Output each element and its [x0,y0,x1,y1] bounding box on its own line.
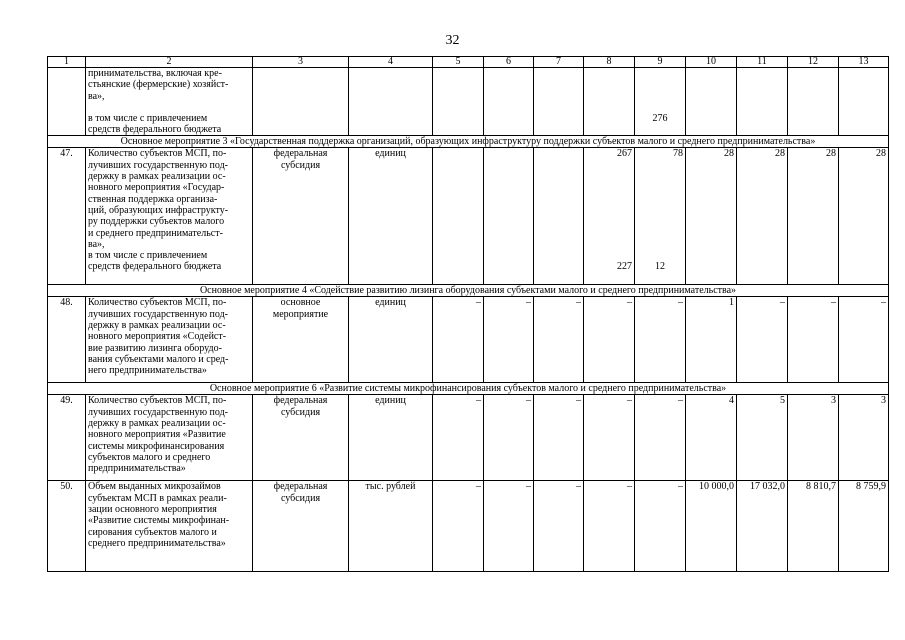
unit-cell: единиц [349,395,433,481]
value-cell-c5 [433,148,484,285]
total-value: 78 [673,148,683,160]
source-line: мероприятие [272,308,329,320]
row-number: 49. [48,395,86,481]
name-line: Объем выданных микрозаймов [88,481,221,493]
name-line: ва», [88,238,105,250]
federal-label-line: в том числе с привлечением [88,112,208,124]
unit-cell: тыс. рублей [349,481,433,572]
section-title: Основное мероприятие 4 «Содействие развитию лизинга оборудования субъектами малого и среднего предпринимательства» [48,285,889,297]
value-cell-c7: – [534,297,584,383]
source-line: субсидия [280,406,321,418]
name-line: принимательства, включая кре- [88,68,222,79]
col-number: 5 [433,57,484,68]
value-cell-c12: 3 [788,395,839,481]
name-line: новного мероприятия «Развитие [88,429,226,441]
value-cell-c13: 8 759,9 [839,481,889,572]
row-number: 50. [48,481,86,572]
unit-cell: единиц [349,148,433,285]
name-line: ственная поддержка организа- [88,193,218,205]
value-cell-c7: – [534,395,584,481]
name-line: и среднего предпринимательст- [88,227,223,239]
source-cell [253,148,349,285]
row-number-cell [48,68,86,136]
value-cell-c8 [584,148,635,285]
name-line: ций, образующих инфраструкту- [88,204,229,216]
value-cell-c6: – [484,481,534,572]
value-cell-c11: 5 [737,395,788,481]
name-line: стьянские (фермерские) хозяйст- [88,79,229,91]
value-cell-c5: – [433,297,484,383]
section-row [48,136,889,148]
col-number: 11 [737,57,788,68]
value-cell-c10: 1 [686,297,737,383]
value-cell-c9 [635,148,686,285]
col-number: 6 [484,57,534,68]
value-cell-c12: – [788,297,839,383]
source-line: субсидия [280,492,321,504]
name-line: лучивших государственную под- [88,406,229,418]
value-cell-c8: – [584,395,635,481]
federal-value: 12 [655,260,665,272]
column-number-row [48,57,889,68]
name-line: вания субъектами малого и сред- [88,353,229,365]
col-number: 8 [584,57,635,68]
value-cell-c8: – [584,297,635,383]
name-line: среднего предпринимательства» [88,537,226,549]
name-line: системы микрофинансирования [88,440,225,452]
federal-label-line: в том числе с привлечением [88,250,208,262]
federal-label-line: средств федерального бюджета [88,261,222,273]
col-number: 12 [788,57,839,68]
name-line: него предпринимательства» [88,365,207,377]
name-line: новного мероприятия «Государ- [88,182,225,194]
value-cell-c9: – [635,481,686,572]
unit-cell: единиц [349,297,433,383]
value-cell-c9: – [635,297,686,383]
name-line: сирования субъектов малого и [88,526,217,538]
col-number: 10 [686,57,737,68]
col-number: 7 [534,57,584,68]
value-cell-c13: 28 [839,148,889,285]
name-line: ва», [88,90,105,102]
value-cell-c8: – [584,481,635,572]
federal-value: 227 [617,260,632,272]
name-line: ру поддержки субъектов малого [88,216,225,228]
name-line: лучивших государственную под- [88,308,229,320]
value-cell-c11: 17 032,0 [737,481,788,572]
indicator-name-cell [86,481,253,572]
source-cell [253,395,349,481]
value-cell-c9 [635,68,686,136]
name-line: зации основного мероприятия [88,504,217,516]
name-line: Количество субъектов МСП, по- [88,148,227,160]
value-cell-c7: – [534,481,584,572]
page-number: 32 [445,33,460,48]
value-cell-c10: 4 [686,395,737,481]
value-cell-c13: – [839,297,889,383]
col-number: 9 [635,57,686,68]
value-cell-c5: – [433,481,484,572]
indicator-name-cell [86,68,253,136]
section-row [48,285,889,297]
col-number: 3 [253,57,349,68]
name-line: держку в рамках реализации ос- [88,171,226,183]
col-number: 2 [86,57,253,68]
value-cell-c6: – [484,297,534,383]
table-row [48,395,889,481]
source-line: субсидия [280,159,321,171]
indicators-table [47,56,889,572]
section-row [48,383,889,395]
table-row [48,297,889,383]
indicator-name-cell [86,148,253,285]
indicator-name-cell [86,297,253,383]
name-line: «Развитие системы микрофинан- [88,515,230,527]
name-line: новного мероприятия «Содейст- [88,331,227,343]
source-line: федеральная [273,395,328,407]
col-number: 13 [839,57,889,68]
name-line: предпринимательства» [88,463,186,475]
federal-value: 276 [652,113,668,124]
name-line: субъектам МСП в рамках реали- [88,492,227,504]
col-number: 4 [349,57,433,68]
section-title: Основное мероприятие 3 «Государственная поддержка организаций, образующих инфраструктуру поддержки субъектов малого и среднего предпринимательства» [48,136,889,148]
row-number: 48. [48,297,86,383]
table-row [48,481,889,572]
source-line: федеральная [273,148,328,160]
value-cell-c12: 8 810,7 [788,481,839,572]
value-cell-c10: 10 000,0 [686,481,737,572]
name-line: вие развитию лизинга оборудо- [88,342,222,354]
table-row-continued [48,68,889,136]
value-cell-c13: 3 [839,395,889,481]
value-cell-c11: – [737,297,788,383]
federal-label-line: средств федерального бюджета [88,124,222,136]
value-cell-c5: – [433,395,484,481]
value-cell-c6: – [484,395,534,481]
source-cell [253,297,349,383]
value-cell-c9: – [635,395,686,481]
section-title: Основное мероприятие 6 «Развитие системы микрофинансирования субъектов малого и среднего предпринимательства» [48,383,889,395]
name-line: держку в рамках реализации ос- [88,418,226,430]
name-line: Количество субъектов МСП, по- [88,297,227,309]
name-line: субъектов малого и среднего [88,451,211,463]
source-line: федеральная [273,481,328,493]
value-cell-c7 [534,148,584,285]
value-cell-c11: 28 [737,148,788,285]
value-cell-c6 [484,148,534,285]
row-number: 47. [48,148,86,285]
name-line: лучивших государственную под- [88,159,229,171]
col-number: 1 [48,57,86,68]
total-value: 267 [617,148,632,160]
indicator-name-cell [86,395,253,481]
value-cell-c10: 28 [686,148,737,285]
value-cell-c12: 28 [788,148,839,285]
name-line: держку в рамках реализации ос- [88,320,226,332]
source-cell [253,481,349,572]
name-line: Количество субъектов МСП, по- [88,395,227,407]
table-row [48,148,889,285]
source-line: основное [280,297,321,309]
